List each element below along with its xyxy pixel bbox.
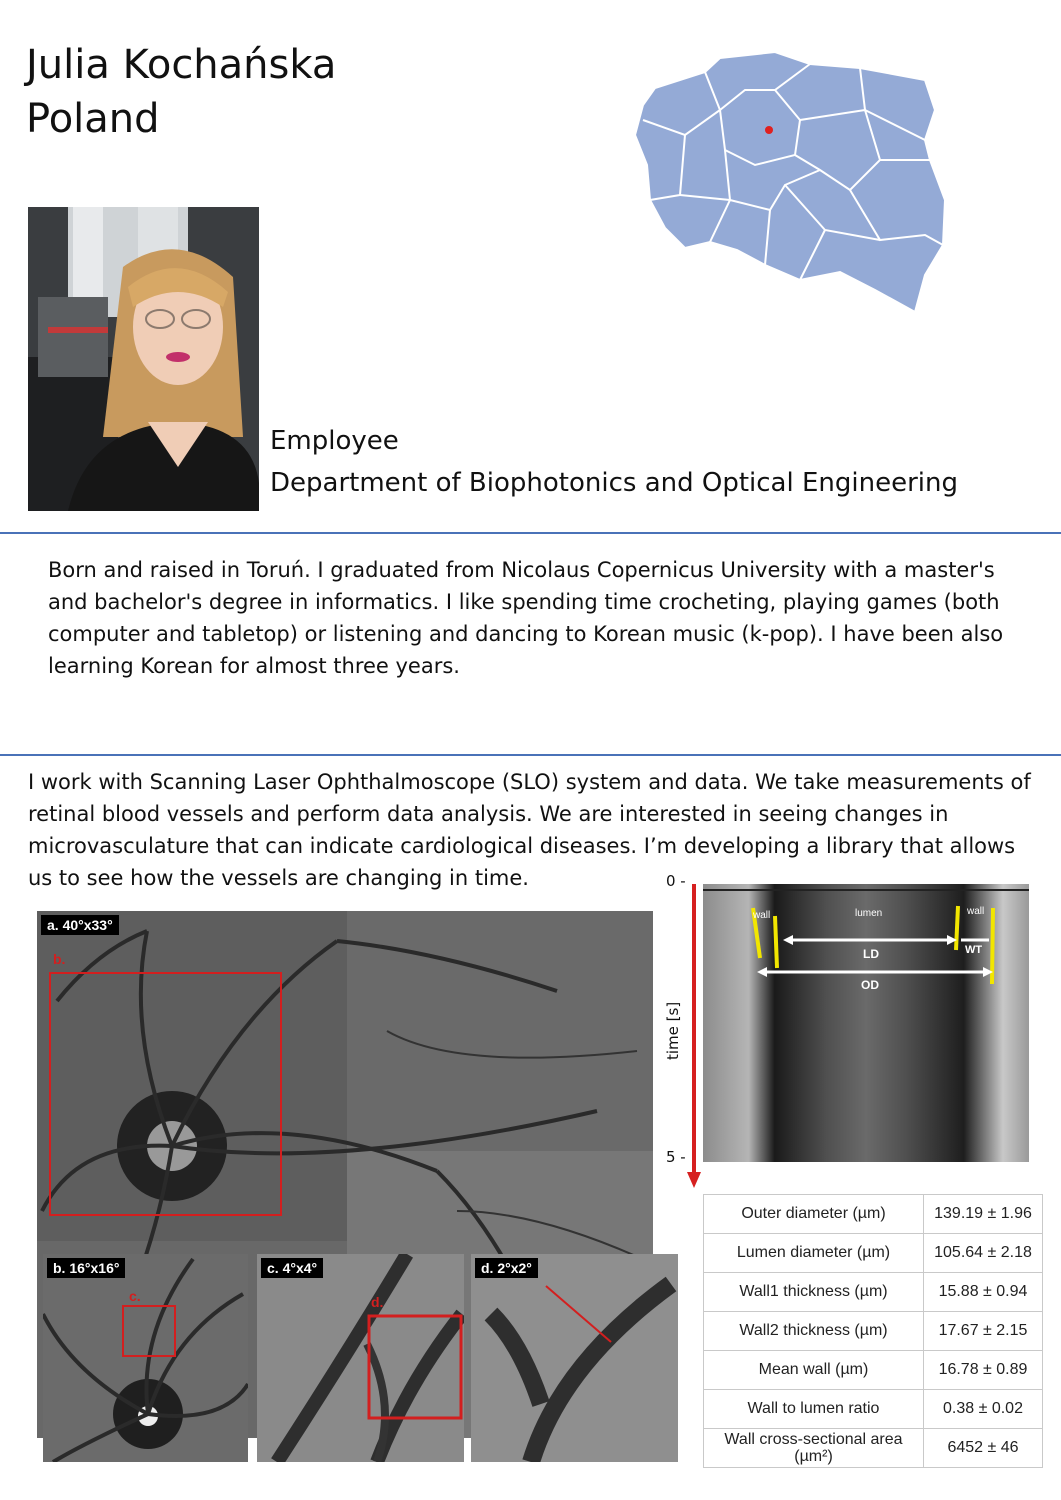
table-row [704, 1390, 1043, 1429]
od-label: OD [861, 978, 879, 992]
figure-tag-c: c. [129, 1288, 141, 1304]
table-row [704, 1312, 1043, 1351]
retina-image-b [43, 1254, 248, 1462]
measure-label: Wall1 thickness (µm) [704, 1273, 924, 1312]
measure-value: 15.88 ± 0.94 [924, 1273, 1043, 1312]
wt-label: WT [965, 944, 983, 956]
figure-tag-b: b. [53, 951, 66, 967]
location-marker-icon [765, 126, 773, 134]
table-row [704, 1273, 1043, 1312]
department-name: Department of Biophotonics and Optical Engineering [270, 468, 958, 498]
measure-value: 16.78 ± 0.89 [924, 1351, 1043, 1390]
table-row [704, 1429, 1043, 1468]
role-block [270, 420, 958, 504]
portrait-photo [28, 207, 259, 511]
retina-image-d [471, 1254, 678, 1462]
measure-value: 0.38 ± 0.02 [924, 1390, 1043, 1429]
measure-label: Mean wall (µm) [704, 1351, 924, 1390]
table-row [704, 1234, 1043, 1273]
ld-label: LD [863, 947, 879, 961]
table-row [704, 1351, 1043, 1390]
lumen-label: lumen [855, 908, 883, 919]
measure-value: 139.19 ± 1.96 [924, 1195, 1043, 1234]
person-country: Poland [26, 96, 160, 142]
measure-value: 6452 ± 46 [924, 1429, 1043, 1468]
section-divider [0, 532, 1061, 534]
kymograph-tick-bottom: 5 - [666, 1148, 686, 1166]
figure-tag-d: d. [371, 1294, 384, 1310]
measure-label: Lumen diameter (µm) [704, 1234, 924, 1273]
section-divider [0, 754, 1061, 756]
person-name-block [26, 38, 336, 146]
retina-image-c [257, 1254, 464, 1462]
kymograph-image [703, 884, 1029, 1162]
work-paragraph: I work with Scanning Laser Ophthalmoscope (SLO) system and data. We take measurements of retinal blood vessels and perform data analysis. We are interested in seeing changes in microvasculature that can indicate cardiological diseases. I’m developing a library that allows us to see how the vessels are changing in time. [28, 770, 1031, 890]
measure-label: Wall2 thickness (µm) [704, 1312, 924, 1351]
measure-label: Outer diameter (µm) [704, 1195, 924, 1234]
measure-value: 105.64 ± 2.18 [924, 1234, 1043, 1273]
kymograph-tick-top: 0 - [666, 872, 686, 890]
person-name: Julia Kochańska [26, 42, 337, 88]
measure-value: 17.67 ± 2.15 [924, 1312, 1043, 1351]
wall-right-label: wall [967, 906, 985, 917]
measurements-table [703, 1194, 1043, 1468]
poland-map-icon [625, 50, 950, 315]
figure-label-d: d. 2°x2° [475, 1258, 538, 1278]
kymograph-axis-label: time [s] [664, 1001, 682, 1060]
figure-label-c: c. 4°x4° [261, 1258, 323, 1278]
time-arrow-icon [687, 884, 701, 1188]
table-row [704, 1195, 1043, 1234]
measure-label: Wall cross-sectional area (µm²) [704, 1429, 924, 1468]
role-title: Employee [270, 426, 399, 456]
figure-label-a: a. 40°x33° [41, 915, 119, 935]
measure-label: Wall to lumen ratio [704, 1390, 924, 1429]
bio-paragraph: Born and raised in Toruń. I graduated from Nicolaus Copernicus University with a master's and bachelor's degree in informatics. I like spending time crocheting, playing games (both computer and tabletop) or listening and dancing to Korean music (k-pop). I have been also learning Korean for almost three years. [48, 558, 1004, 678]
figure-label-b: b. 16°x16° [47, 1258, 125, 1278]
wall-left-label: wall [753, 910, 771, 921]
